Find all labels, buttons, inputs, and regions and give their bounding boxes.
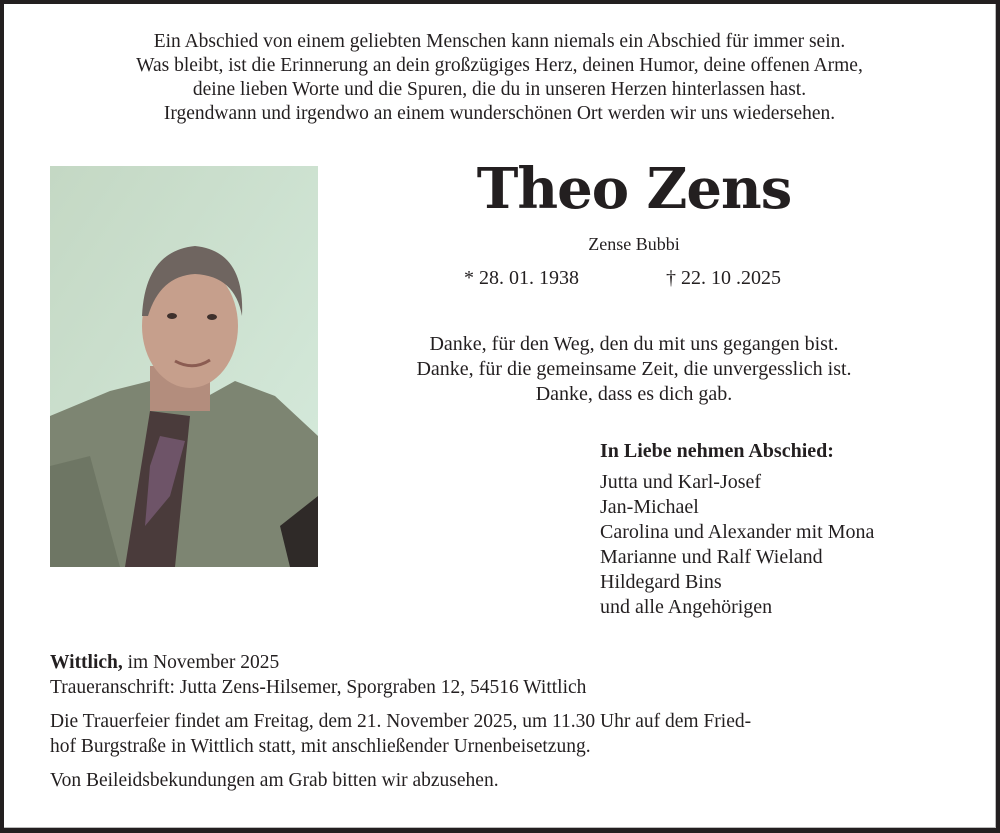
intro-line: Ein Abschied von einem geliebten Menschen kann niemals ein Abschied für immer sein. — [153, 31, 846, 52]
mourners-heading: In Liebe nehmen Abschied: — [600, 440, 834, 462]
deceased-name: Theo Zens — [476, 156, 792, 222]
footer-info — [50, 650, 950, 802]
obituary-card — [4, 4, 996, 828]
mourner-name: Jan-Michael — [600, 496, 699, 518]
mourning-address: Traueranschrift: Jutta Zens-Hilsemer, Sporgraben 12, 54516 Wittlich — [50, 677, 587, 698]
place-date-line — [50, 650, 950, 675]
birth-date: * 28. 01. 1938 — [464, 267, 579, 289]
verse-line: Danke, für den Weg, den du mit uns gegangen bist. — [429, 333, 839, 355]
ceremony-line: Die Trauerfeier findet am Freitag, dem 21. November 2025, um 11.30 Uhr auf dem Fried- — [50, 711, 752, 732]
intro-line: Was bleibt, ist die Erinnerung an dein großzügiges Herz, deinen Humor, deine offenen Arme, — [136, 55, 863, 76]
ceremony-info — [50, 709, 950, 759]
condolence-note: Von Beileidsbekundungen am Grab bitten wir abzusehen. — [50, 770, 499, 791]
portrait-photo — [50, 166, 318, 567]
deceased-nickname: Zense Bubbi — [588, 234, 680, 254]
portrait-image — [50, 166, 318, 567]
mourner-name: Marianne und Ralf Wieland — [600, 546, 823, 568]
thank-you-verse — [324, 332, 944, 407]
death-date: † 22. 10 .2025 — [666, 267, 781, 289]
intro-verse — [4, 30, 995, 126]
intro-line: deine lieben Worte und die Spuren, die du in unseren Herzen hinterlassen hast. — [192, 79, 807, 100]
mourner-name: und alle Angehörigen — [600, 596, 773, 618]
place-and-address — [50, 650, 950, 700]
place: Wittlich, — [50, 652, 123, 673]
date: im November 2025 — [122, 652, 280, 673]
mourners-list — [600, 470, 874, 620]
mourner-name: Jutta und Karl-Josef — [600, 471, 762, 493]
verse-line: Danke, für die gemeinsame Zeit, die unvergesslich ist. — [416, 358, 852, 380]
mourner-name: Hildegard Bins — [600, 571, 722, 593]
mourner-name: Carolina und Alexander mit Mona — [600, 521, 875, 543]
mourners-block — [600, 439, 874, 620]
ceremony-line: hof Burgstraße in Wittlich statt, mit anschließender Urnenbeisetzung. — [50, 736, 591, 757]
intro-line: Irgendwann und irgendwo an einem wunderschönen Ort werden wir uns wiedersehen. — [163, 103, 836, 124]
verse-line: Danke, dass es dich gab. — [535, 383, 733, 405]
